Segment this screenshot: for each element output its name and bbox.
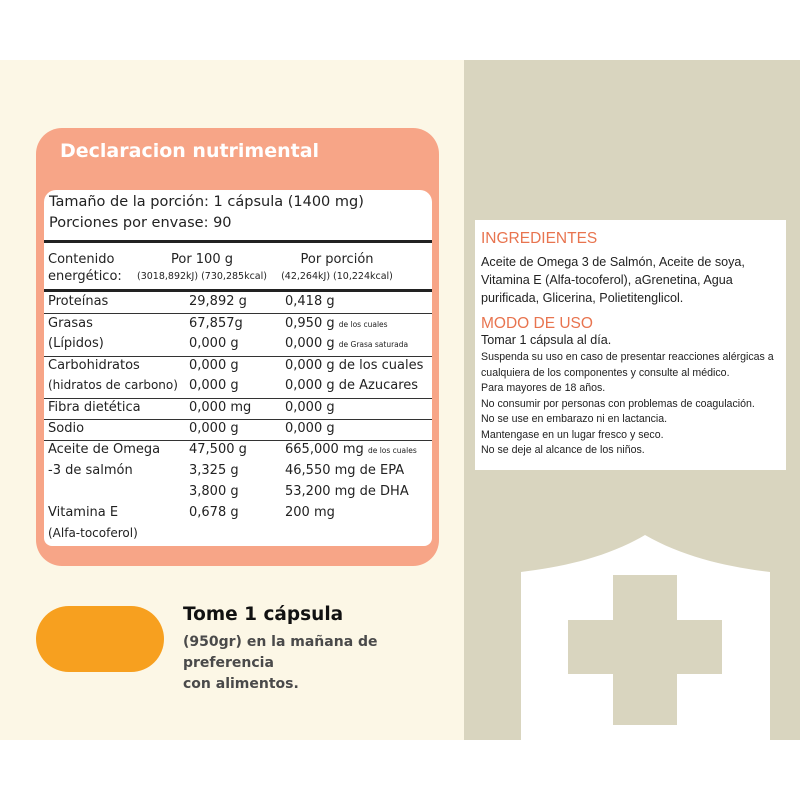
row-name: Aceite de Omega <box>48 442 161 457</box>
row-portion: 0,000 g <box>285 400 335 415</box>
perportion-head: Por porción <box>300 252 374 267</box>
perportion-header <box>270 251 404 285</box>
row-portion: 0,000 g de los cuales <box>285 358 424 373</box>
row-portion: 0,000 g de Grasa saturada <box>285 336 409 351</box>
row-portion: 665,000 mg de los cuales <box>285 442 417 457</box>
energy-label-line-1: Contenido <box>48 252 115 267</box>
per100-energy: (3018,892kJ) (730,285kcal) <box>137 271 267 282</box>
row-portion: 0,000 g de Azucares <box>285 378 419 393</box>
usage-first-line: Tomar 1 cápsula al día. <box>481 333 612 347</box>
divider <box>44 313 432 314</box>
divider <box>44 419 432 420</box>
row-per100: 47,500 g <box>189 442 247 457</box>
row-name: Carbohidratos <box>48 358 140 373</box>
row-portion: 0,000 g <box>285 421 335 436</box>
serving-size: Tamaño de la porción: 1 cápsula (1400 mg) <box>49 194 364 210</box>
ingredients-heading: INGREDIENTES <box>481 230 598 247</box>
dose-line: preferencia <box>183 655 274 671</box>
row-per100: 0,000 g <box>189 336 239 351</box>
divider <box>44 356 432 357</box>
dose-instructions <box>183 632 378 695</box>
row-per100: 3,325 g <box>189 463 239 478</box>
row-name: -3 de salmón <box>48 463 133 478</box>
divider <box>44 440 432 441</box>
row-per100: 67,857g <box>189 316 243 331</box>
dose-line: con alimentos. <box>183 676 299 692</box>
usage-item: No se deje al alcance de los niños. <box>481 444 645 456</box>
nutrition-title: Declaracion nutrimental <box>60 140 320 162</box>
orange-pill-shape <box>36 606 164 672</box>
row-name: Grasas <box>48 316 93 331</box>
nutrition-card <box>36 128 439 566</box>
row-per100: 0,000 g <box>189 378 239 393</box>
row-name: Proteínas <box>48 294 109 309</box>
dose-title: Tome 1 cápsula <box>183 604 344 625</box>
servings-per-container: Porciones por envase: 90 <box>49 215 232 231</box>
divider <box>44 289 432 292</box>
usage-item: Mantengase en un lugar fresco y seco. <box>481 428 664 441</box>
row-per100: 0,000 g <box>189 421 239 436</box>
row-per100: 0,000 g <box>189 358 239 373</box>
row-per100: 29,892 g <box>189 294 247 309</box>
shield-plus-icon <box>518 535 773 740</box>
ingredients-card <box>475 220 786 470</box>
row-per100: 0,000 mg <box>189 400 252 415</box>
usage-item: Para mayores de 18 años. <box>481 382 606 394</box>
row-portion: 46,550 mg de EPA <box>285 463 405 478</box>
row-portion: 53,200 mg de DHA <box>285 484 409 499</box>
usage-item: No consumir por personas con problemas de coagulación. <box>481 397 755 410</box>
energy-label <box>48 251 122 285</box>
usage-item: No se use en embarazo ni en lactancia. <box>481 413 668 425</box>
usage-item: Suspenda su uso en caso de presentar reacciones alérgicas a cualquiera de los componentes y consulte al médico. <box>481 351 774 379</box>
row-name: Vitamina E <box>48 505 119 520</box>
row-name: (Alfa-tocoferol) <box>48 526 138 540</box>
row-name: (Lípidos) <box>48 336 104 351</box>
usage-list <box>481 350 783 459</box>
ingredients-text: Aceite de Omega 3 de Salmón, Aceite de soya, Vitamina E (Alfa-tocoferol), aGrenetina, Agua purificada, Glicerina, Polietitenglicol. <box>481 255 745 305</box>
row-portion: 0,950 g de los cuales <box>285 316 388 331</box>
per100-head: Por 100 g <box>170 252 233 267</box>
row-portion: 0,418 g <box>285 294 335 309</box>
row-portion: 200 mg <box>285 505 335 520</box>
nutrition-table <box>44 190 432 546</box>
per100-header <box>132 251 272 285</box>
row-name: Fibra dietética <box>48 400 141 415</box>
dose-line: (950gr) en la mañana de <box>183 634 378 650</box>
usage-heading: MODO DE USO <box>481 315 593 332</box>
row-name: Sodio <box>48 421 85 436</box>
divider <box>44 240 432 243</box>
energy-label-line-2: energético: <box>48 269 122 284</box>
row-name: (hidratos de carbono) <box>48 378 178 392</box>
divider <box>44 398 432 399</box>
perportion-energy: (42,264kJ) (10,224kcal) <box>281 271 393 282</box>
row-per100: 3,800 g <box>189 484 239 499</box>
row-per100: 0,678 g <box>189 505 239 520</box>
